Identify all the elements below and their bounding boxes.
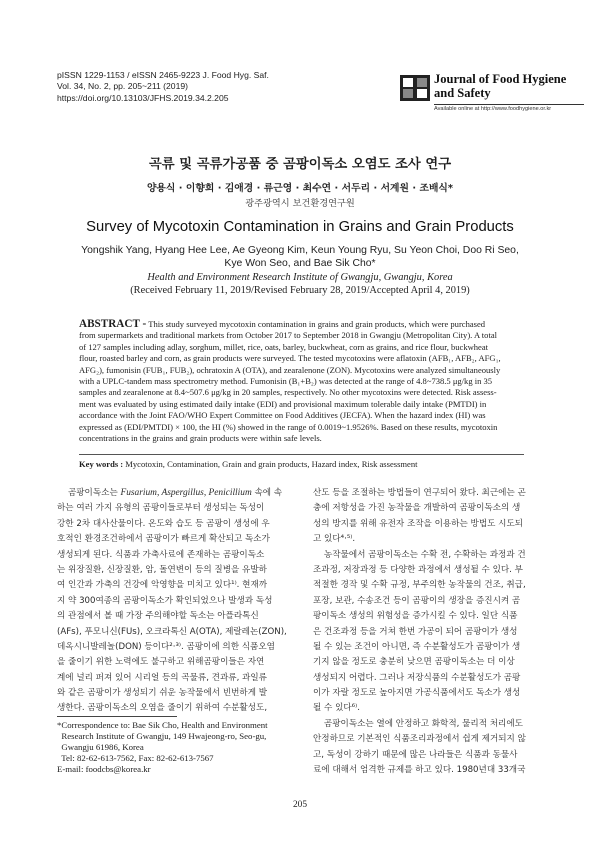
body-line: 와 같은 곰팡이가 생성되기 쉬운 농작물에서 빈번하게 발: [57, 688, 268, 699]
body-line: 을 줄이기 위한 노력에도 불구하고 위해곰팡이들은 자연: [57, 657, 265, 668]
body-line: 생성되게 된다. 식품과 가축사료에 존재하는 곰팡이독소: [57, 549, 265, 560]
korean-affiliation: 광주광역시 보건환경연구원: [245, 198, 355, 209]
body-line: 농작물에서 곰팡이독소는 수확 전, 수확하는 과정과 건: [313, 549, 526, 560]
journal-url[interactable]: Available online at http://www.foodhygiene.or.kr: [434, 106, 552, 112]
body-line: 포장, 보관, 수송조건 등이 곰팡이의 생장을 증진시켜 곰: [313, 595, 521, 606]
body-line: 는 위장질환, 신장질환, 암, 돌연변이 등의 질병을 유발하: [57, 564, 267, 575]
body-column-left: [57, 486, 307, 717]
keywords-label: Key words :: [79, 459, 124, 469]
abstract-text: This study surveyed mycotoxin contamination in grains and grain products, which were purchased: [146, 319, 486, 329]
journal-divider: [434, 104, 584, 105]
body-text: 속에 속: [251, 488, 283, 498]
english-authors: [60, 244, 540, 270]
abstract-line: expressed as (EDI/PMTDI) × 100, the HI (%) showed in the range of 0.0019~1.9526%. Based on these results, mycotoxin: [79, 421, 498, 432]
body-line: 료에 대해서 엄격한 규제를 하고 있다. 1980년대 33개국: [313, 765, 526, 776]
english-authors-line2: Kye Won Seo, and Bae Sik Cho*: [224, 258, 376, 269]
body-line: 하는 여러 가지 유형의 곰팡이들로부터 생성되는 독성이: [57, 503, 265, 514]
body-line: 이가 자랄 정도로 높아지면 가공식품에서도 독소가 생성: [313, 688, 521, 699]
abstract-line: ment was evaluated by using estimated daily intake (EDI) and provisional maximum tolerable daily intake (PMTDI) in: [79, 398, 487, 409]
journal-name: [434, 72, 594, 100]
footnote-line: Gwangju 61986, Korea: [57, 741, 144, 752]
footnote-line: Tel: 82-62-613-7562, Fax: 82-62-613-7567: [57, 752, 214, 763]
doi-link[interactable]: https://doi.org/10.13103/JFHS.2019.34.2.205: [57, 92, 229, 103]
journal-name-line2: and Safety: [434, 86, 491, 100]
body-line: 조과정, 저장과정 등 다양한 과정에서 생성될 수 있다. 부: [313, 564, 523, 575]
genus-names: Fusarium, Aspergillus, Penicillium: [120, 488, 252, 498]
english-authors-line1: Yongshik Yang, Hyang Hee Lee, Ae Gyeong Kim, Keun Young Ryu, Su Yeon Choi, Doo Ri Seo,: [81, 245, 519, 256]
body-line: 성의 방지를 위해 유전자 조작을 이용하는 방법도 시도되: [313, 518, 524, 529]
body-line: 생성되지 어렵다. 그러나 저장식품의 수분활성도가 곰팡: [313, 672, 521, 683]
received-dates: (Received February 11, 2019/Revised February 28, 2019/Accepted April 4, 2019): [130, 285, 470, 296]
body-line: 될 수 있는 조건이 아니면, 즉 수분활성도가 곰팡이가 생: [313, 641, 521, 652]
body-line: [57, 486, 307, 501]
abstract-line: from supermarkets and traditional markets from October 2017 to September 2018 in Gwangju (Metropolitan City). A total: [79, 330, 497, 341]
abstract-line: [79, 319, 524, 330]
abstract-line: concentrations in the grains and grain products were within safe levels.: [79, 432, 322, 443]
body-line: 기지 않을 정도로 충분히 낮으면 곰팡이독소는 더 이상: [313, 657, 515, 668]
journal-name-line1: Journal of Food Hygiene: [434, 72, 567, 86]
keywords-divider: [79, 454, 524, 455]
body-line: 팡이독소 생성의 위험성을 증가시킬 수 있다. 일단 식품: [313, 611, 518, 622]
english-title: Survey of Mycotoxin Contamination in Grains and Grain Products: [86, 219, 514, 235]
keywords: [79, 459, 524, 469]
email-link[interactable]: E-mail: foodcbs@korea.kr: [57, 763, 151, 774]
body-line: 데옥시니발레놀(DON) 등이다²·³⁾. 곰팡이에 의한 식품오염: [57, 641, 275, 652]
korean-title: 곡류 및 곡류가공품 중 곰팡이독소 오염도 조사 연구: [148, 157, 452, 172]
body-text: 곰팡이독소는: [67, 488, 121, 498]
abstract-line: accordance with the Joint FAO/WHO Expert Committee on Food Additives (JECFA). When the hazard index (HI) was: [79, 410, 486, 421]
body-line: 강한 2차 대사산물이다. 온도와 습도 등 곰팡이 생성에 우: [57, 518, 270, 529]
volume-line: Vol. 34, No. 2, pp. 205~211 (2019): [57, 81, 188, 92]
body-line: 여 인간과 가축의 건강에 악영향을 미치고 있다¹⁾. 현재까: [57, 580, 268, 591]
body-line: (AFs), 푸모니신(FUs), 오크라톡신 A(OTA), 제랄레논(ZON),: [57, 626, 287, 637]
correspondence-footnote: [57, 720, 307, 775]
body-line: 호적인 환경조건하에서 곰팡이가 빠르게 확산되고 독소가: [57, 534, 270, 545]
citation-block: [57, 70, 357, 104]
body-line: 고, 독성이 강하기 때문에 많은 나라들은 식품과 동물사: [313, 749, 518, 760]
body-line: 의 관점에서 볼 때 가장 주의해야할 독소는 아플라톡신: [57, 611, 259, 622]
body-line: 충에 저항성을 가진 농작물을 개발하여 곰팡이독소의 생: [313, 503, 521, 514]
body-line: 될 수 있다⁶⁾.: [313, 703, 360, 714]
body-line: 안정하므로 기본적인 식품조리과정에서 쉽게 제거되지 않: [313, 734, 526, 745]
jfhs-logo-icon: [400, 75, 430, 101]
english-affiliation: Health and Environment Research Institute of Gwangju, Gwangju, Korea: [147, 272, 453, 283]
body-line: 지 약 300여종의 곰팡이독소가 확인되었으나 발생과 독성: [57, 595, 273, 606]
issn-line: pISSN 1229-1153 / eISSN 2465-9223 J. Food Hyg. Saf.: [57, 70, 269, 80]
abstract-line: AFG₂), fumonisin (FUB₁, FUB₂), ochratoxin A (OTA), and zearalenone (ZON). Mycotoxins were analyzed simultaneously: [79, 364, 501, 375]
body-line: 계에 널리 퍼져 있어 시리얼 등의 곡물류, 견과류, 과일류: [57, 672, 267, 683]
body-line: 적절한 경작 및 수확 규정, 부주의한 농작물의 건조, 취급,: [313, 580, 526, 591]
abstract-line: with a UPLC-tandem mass spectrometry method. Fumonisin (B₁+B₂) was detected at the range of 4.8~738.5 μg/kg in 35: [79, 375, 493, 386]
abstract-line: of 127 samples including adlay, sorghum, millet, rice, oats, barley, buckwheat, corn as grains, and rice flour, buckwheat: [79, 341, 488, 352]
footnote-divider: [57, 716, 177, 717]
body-line: 산도 등을 조절하는 방법들이 연구되어 왔다. 최근에는 곤: [313, 488, 526, 498]
abstract-line: samples and zearalenone at 8.4~507.6 μg/kg in 20 samples, respectively. No other mycotoxins were detected. Risk assess-: [79, 387, 497, 398]
korean-authors: 양용식 · 이향희 · 김애경 · 류근영 · 최수연 · 서두리 · 서계원 · 조배식*: [146, 183, 454, 194]
abstract-heading: ABSTRACT -: [79, 319, 147, 330]
page-number: 205: [292, 800, 308, 810]
body-column-right: [313, 486, 565, 778]
footnote-line: Research Institute of Gwangju, 149 Hwajeong-ro, Seo-gu,: [57, 730, 267, 741]
body-line: 곰팡이독소는 열에 안정하고 화학적, 물리적 처리에도: [313, 718, 523, 729]
abstract-line: flour, roasted barley and corn, as grain products were surveyed. The tested mycotoxins were aflatoxin (AFB₁, AFB₂, AFG₁,: [79, 353, 501, 364]
keywords-text: Mycotoxin, Contamination, Grain and grain products, Hazard index, Risk assessment: [123, 459, 418, 469]
abstract: [79, 319, 524, 444]
body-line: 은 건조과정 등을 거쳐 한번 가공이 되어 곰팡이가 생성: [313, 626, 518, 637]
body-line: 고 있다⁴·⁵⁾.: [313, 534, 356, 545]
body-line: 생한다. 곰팡이독소의 오염을 줄이기 위하여 수분활성도,: [57, 703, 268, 714]
footnote-line: *Correspondence to: Bae Sik Cho, Health and Environment: [57, 720, 268, 730]
